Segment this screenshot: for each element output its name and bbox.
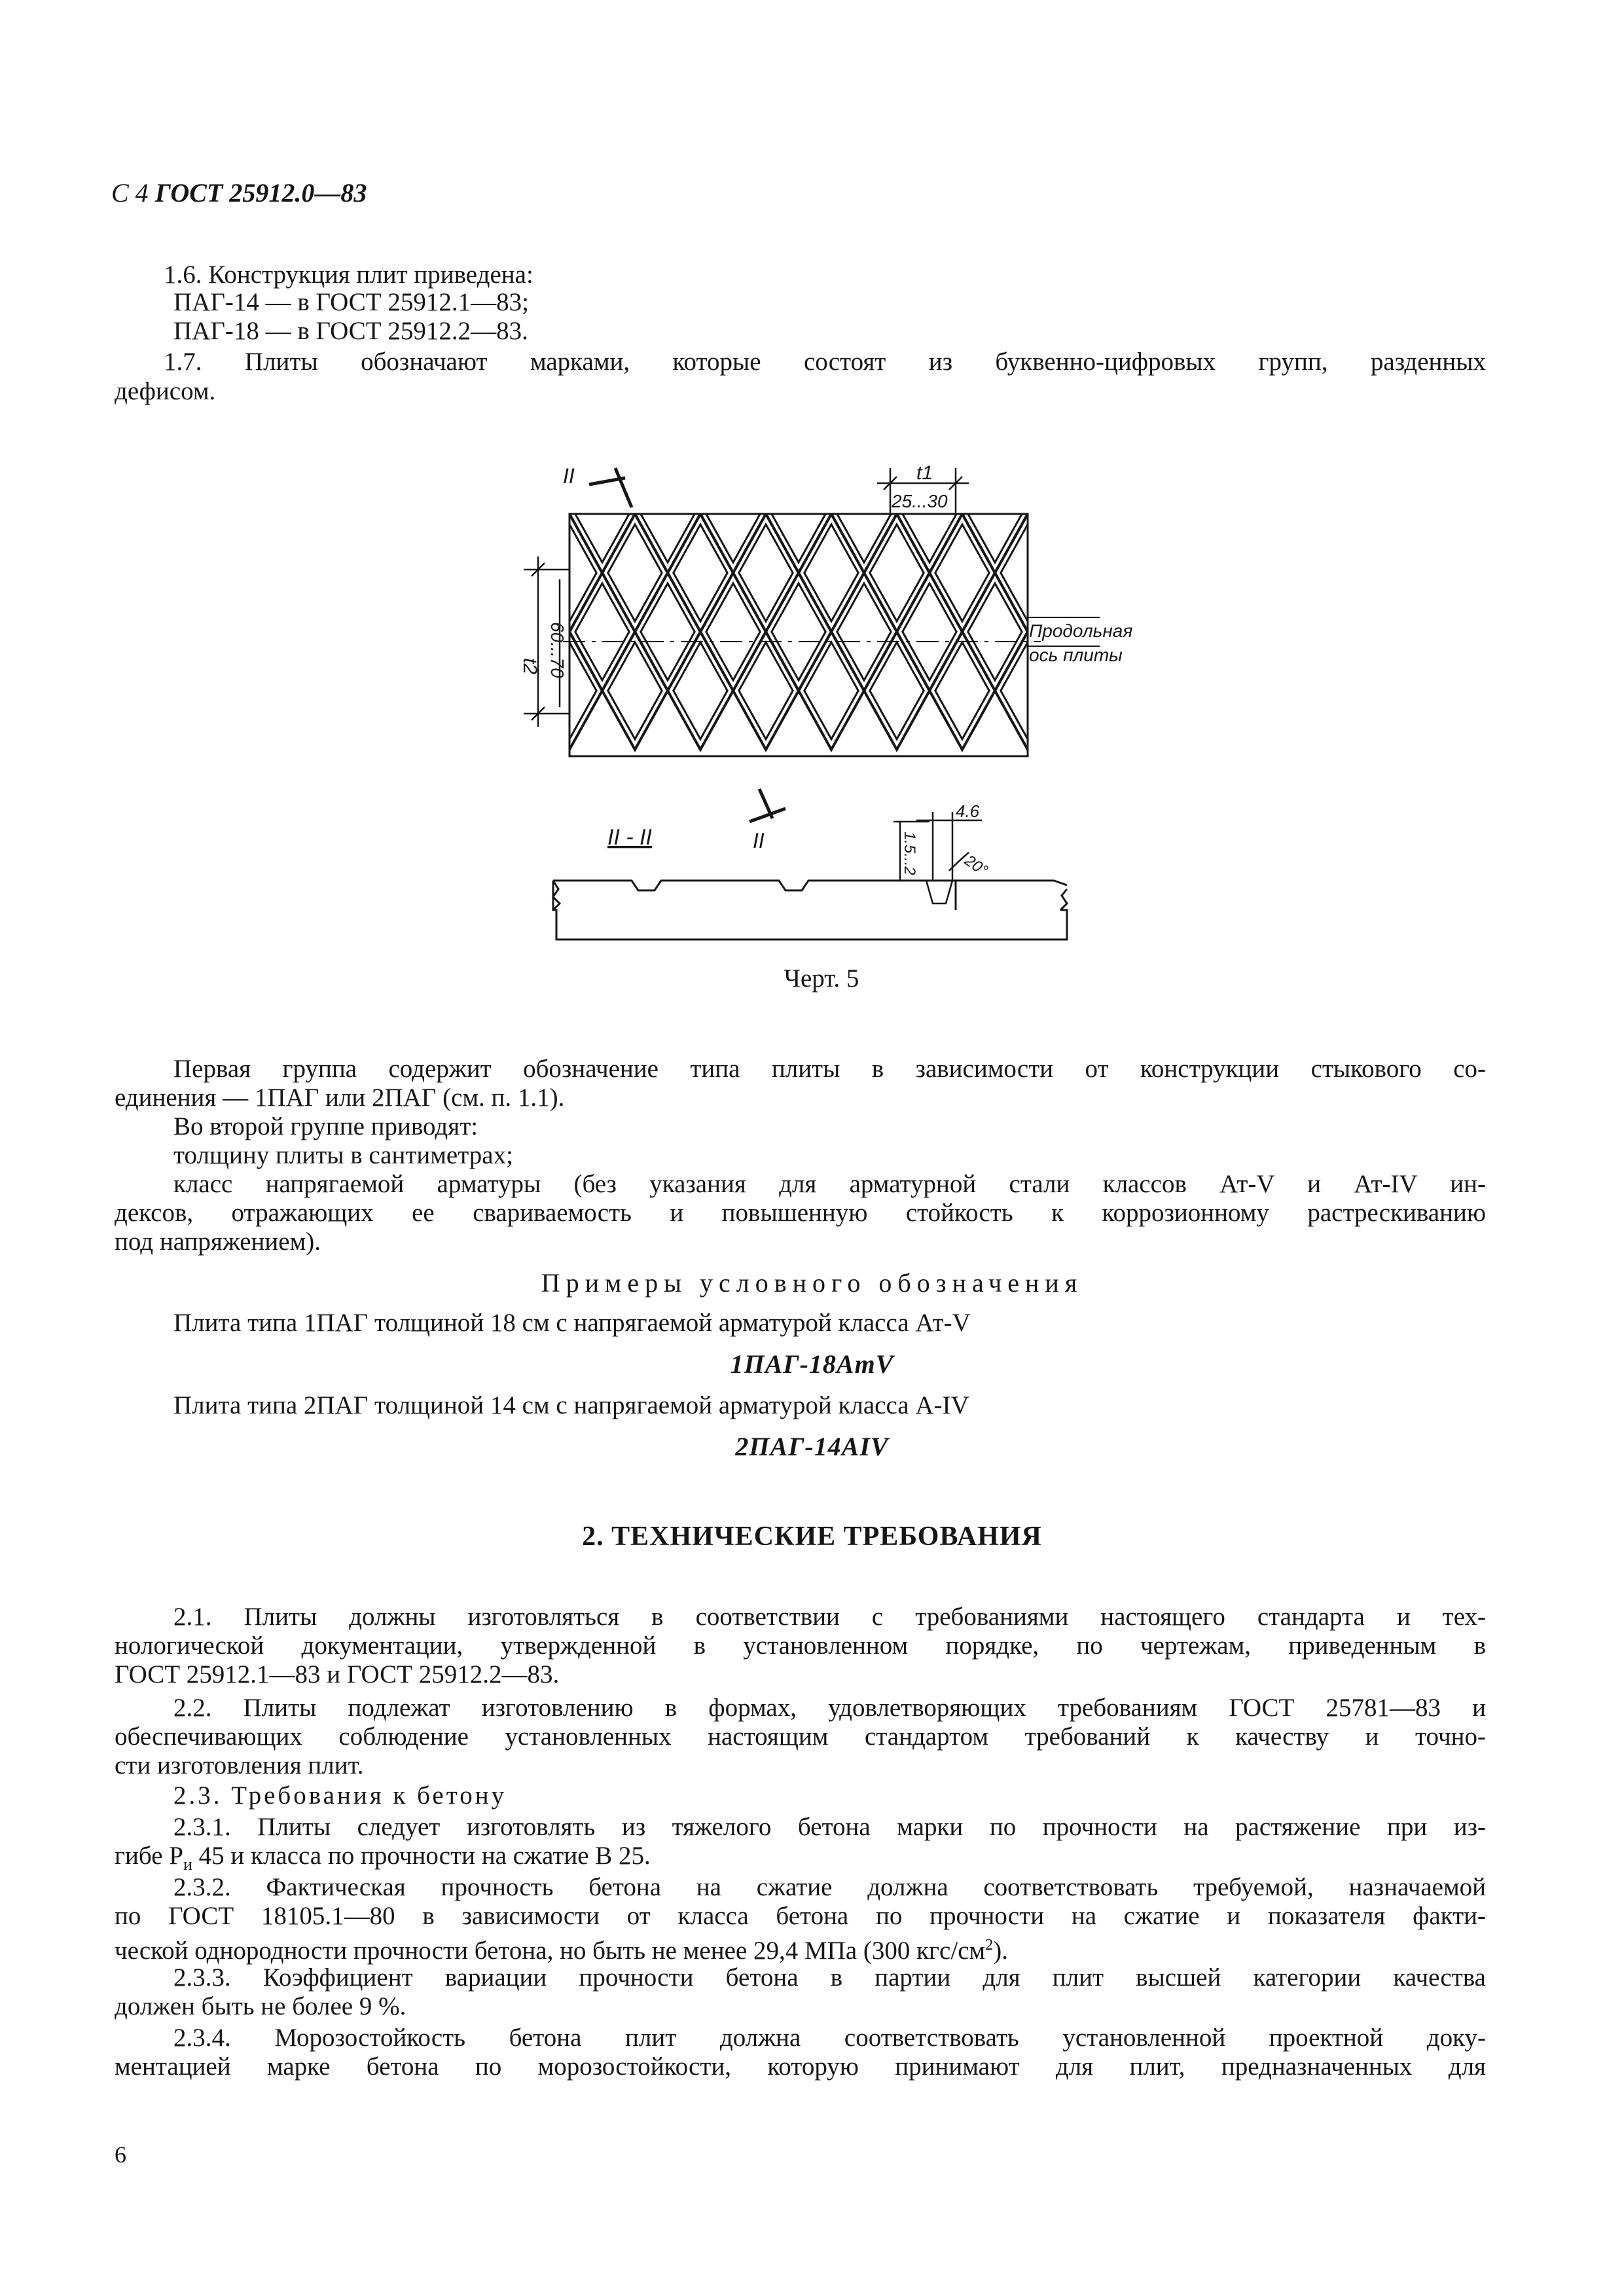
diamond-inner bbox=[1099, 465, 1153, 562]
examples-title: Примеры условного обозначения bbox=[541, 1268, 1083, 1298]
page-prefix: С 4 bbox=[111, 178, 149, 208]
diamond-outer bbox=[1060, 452, 1126, 514]
clause-2-3-4-line1: 2.3.4. Морозостойкость бетона плит должна соответствовать установленной проектной доку- bbox=[173, 2024, 1486, 2052]
clause-2-3: 2.3. Требования к бетону bbox=[173, 1781, 507, 1810]
clause-2-3-3-line1: 2.3.3. Коэффициент вариации прочности бетона в партии для плит высшей категории качества bbox=[173, 1963, 1486, 1992]
diamond-inner bbox=[1066, 452, 1120, 503]
diamond-outer bbox=[668, 632, 733, 750]
clause-1-6-pag18: ПАГ-18 — в ГОСТ 25912.2—83. bbox=[173, 317, 528, 345]
class-line1: класс напрягаемой арматуры (без указания для арматурной стали классов Ат-V и Ат-IV ин- bbox=[173, 1170, 1486, 1198]
running-header bbox=[111, 178, 367, 208]
diamond-outer bbox=[635, 573, 700, 691]
diamond-outer bbox=[602, 514, 668, 632]
diamond-inner bbox=[497, 452, 531, 503]
clause-1-6: 1.6. Конструкция плит приведена: bbox=[164, 261, 533, 289]
t2-label: t2 bbox=[519, 658, 541, 675]
group1-line2: единения — 1ПАГ или 2ПАГ (см. п. 1.1). bbox=[115, 1084, 565, 1112]
slab-drawing bbox=[497, 452, 1165, 975]
t1-label: t1 bbox=[916, 462, 933, 484]
cross-section-profile bbox=[553, 881, 1067, 939]
class-line3: под напряжением). bbox=[115, 1228, 321, 1256]
diamond-outer bbox=[929, 632, 995, 750]
diamond-outer bbox=[700, 573, 766, 691]
diamond-outer bbox=[668, 514, 733, 632]
example1-text: Плита типа 1ПАГ толщиной 18 см с напрягаемой арматурой класса Ат-V bbox=[173, 1309, 971, 1337]
diamond-inner bbox=[510, 465, 564, 562]
diamond-outer bbox=[864, 514, 929, 632]
section-arrow-top bbox=[589, 468, 632, 507]
section-arrow-bottom bbox=[749, 789, 785, 822]
group1-line1: Первая группа содержит обозначение типа плиты в зависимости от конструкции стыкового со- bbox=[173, 1055, 1486, 1083]
group2-intro: Во второй группе приводят: bbox=[173, 1112, 478, 1140]
diamond-inner bbox=[739, 452, 793, 503]
diamond-outer bbox=[497, 452, 537, 514]
diamond-outer bbox=[766, 573, 831, 691]
diamond-outer bbox=[668, 452, 733, 514]
diamond-outer bbox=[799, 452, 864, 514]
diamond-inner bbox=[497, 524, 531, 621]
diamond-outer bbox=[929, 514, 995, 632]
clause-2-2-line1: 2.2. Плиты подлежат изготовлению в формах, удовлетворяющих требованиям ГОСТ 25781—83 и bbox=[173, 1694, 1486, 1722]
clause-2-2-line2: обеспечивающих соблюдение установленных настоящим стандартом требований к качеству и точно- bbox=[115, 1722, 1486, 1751]
clause-1-7-line2: дефисом. bbox=[115, 377, 216, 405]
diamond-outer bbox=[897, 573, 962, 691]
diamond-outer bbox=[962, 573, 1028, 691]
t1-range: 25...30 bbox=[892, 491, 948, 511]
diamond-outer bbox=[1060, 514, 1126, 632]
diamond-outer bbox=[799, 514, 864, 632]
diamond-outer bbox=[497, 514, 537, 632]
diamond-outer bbox=[864, 632, 929, 750]
plate-diamond-pattern bbox=[497, 452, 1159, 756]
diamond-outer bbox=[497, 632, 537, 750]
clause-2-2-line3: сти изготовления плит. bbox=[115, 1751, 364, 1779]
groove-depth: 1.5...2 bbox=[901, 831, 918, 875]
diamond-outer bbox=[733, 632, 799, 750]
page-number: 6 bbox=[115, 2141, 126, 2168]
diamond-outer bbox=[831, 573, 897, 691]
clause-2-3-1-line2: гибе $P_и$ 45 и класса по прочности на сжатие В 25. bbox=[115, 1842, 651, 1874]
clause-2-3-1-line1: 2.3.1. Плиты следует изготовлять из тяжелого бетона марки по прочности на растяжение при из- bbox=[173, 1813, 1486, 1841]
groove-width: 4.6 bbox=[956, 801, 980, 821]
diamond-inner bbox=[1034, 465, 1087, 562]
diamond-inner bbox=[497, 642, 531, 739]
diamond-inner bbox=[608, 452, 662, 503]
clause-2-1-line3: ГОСТ 25912.1—83 и ГОСТ 25912.2—83. bbox=[115, 1660, 560, 1688]
diamond-outer bbox=[995, 452, 1060, 514]
clause-2-3-2-line2: по ГОСТ 18105.1—80 в зависимости от класса бетона по прочности на сжатие и показателя факти- bbox=[115, 1902, 1486, 1930]
class-line2: дексов, отражающих ее свариваемость и повышенную стойкость к коррозионному растрескиванию bbox=[115, 1199, 1486, 1227]
diamond-inner bbox=[674, 452, 727, 503]
diamond-outer bbox=[799, 632, 864, 750]
diamond-outer bbox=[569, 573, 635, 691]
t2-range: 60...70 bbox=[547, 622, 568, 678]
diamond-outer bbox=[733, 452, 799, 514]
clause-2-3-2-line1: 2.3.2. Фактическая прочность бетона на сжатие должна соответствовать требуемой, назначаемой bbox=[173, 1873, 1486, 1901]
axis-label-1: Продольная bbox=[1029, 621, 1133, 641]
section2-title: 2. ТЕХНИЧЕСКИЕ ТРЕБОВАНИЯ bbox=[582, 1522, 1042, 1552]
section-mark-bottom: II bbox=[753, 829, 765, 852]
diamond-outer bbox=[504, 455, 569, 573]
clause-2-1-line2: нологической документации, утвержденной в установленном порядке, по чертежам, приведенным в bbox=[115, 1631, 1486, 1660]
example2-code: 2ПАГ-14АIV bbox=[735, 1432, 889, 1461]
diamond-inner bbox=[1001, 452, 1055, 503]
figure-caption: Черт. 5 bbox=[784, 964, 859, 993]
example2-text: Плита типа 2ПАГ толщиной 14 см с напрягаемой арматурой класса А-IV bbox=[173, 1391, 969, 1419]
clause-2-3-3-line2: должен быть не более 9 %. bbox=[115, 1992, 406, 2020]
diamond-outer bbox=[733, 514, 799, 632]
diamond-inner bbox=[1066, 524, 1120, 621]
groove-angle: 20° bbox=[961, 851, 991, 880]
clause-2-3-4-line2: ментацией марке бетона по морозостойкости, которую принимают для плит, предназначенных для bbox=[115, 2052, 1486, 2081]
example1-code: 1ПАГ-18АтV bbox=[730, 1349, 894, 1379]
clause-1-7-line1: 1.7. Плиты обозначают марками, которые состоят из буквенно-цифровых групп, разденных bbox=[164, 348, 1486, 376]
diamond-outer bbox=[1028, 455, 1093, 573]
axis-label-2: ось плиты bbox=[1029, 645, 1123, 665]
section-mark-top: II bbox=[563, 464, 575, 488]
diamond-outer bbox=[602, 452, 668, 514]
thickness-item: толщину плиты в сантиметрах; bbox=[173, 1141, 513, 1169]
standard-number: ГОСТ 25912.0—83 bbox=[154, 178, 367, 208]
diamond-outer bbox=[1093, 455, 1159, 573]
diamond-outer bbox=[602, 632, 668, 750]
diamond-inner bbox=[804, 452, 858, 503]
clause-2-3-2-line3: ческой однородности прочности бетона, но быть не менее 29,4 МПа (300 кгс/$см^2$). bbox=[115, 1937, 1008, 1965]
clause-2-1-line1: 2.1. Плиты должны изготовляться в соответствии с требованиями настоящего стандарта и тех- bbox=[173, 1603, 1486, 1631]
section-title: II - II bbox=[607, 825, 652, 850]
clause-1-6-pag14: ПАГ-14 — в ГОСТ 25912.1—83; bbox=[173, 288, 529, 316]
